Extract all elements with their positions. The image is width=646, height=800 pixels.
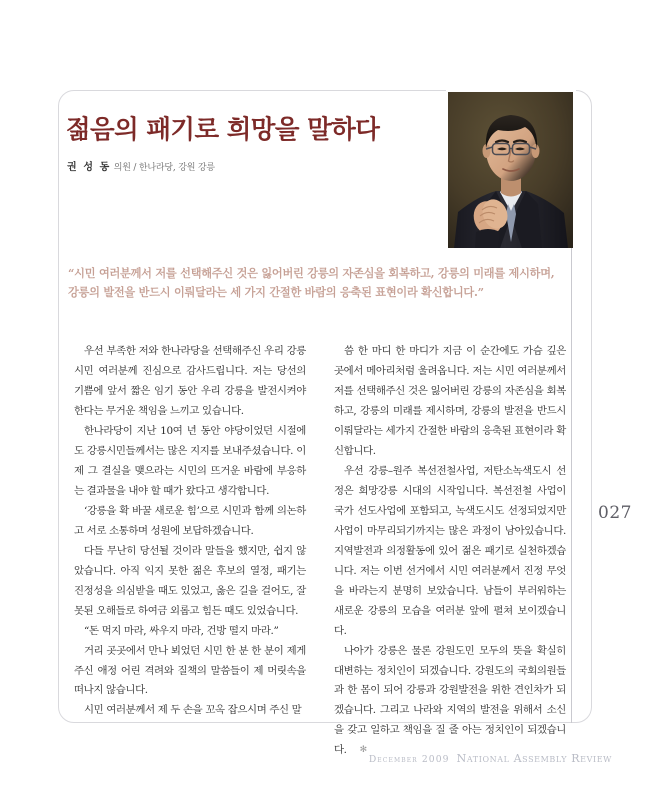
body-column-left <box>74 342 306 721</box>
footer-publication-name: National Assembly Review <box>456 752 612 765</box>
body-paragraph: “돈 먹지 마라, 싸우지 마라, 건방 떨지 마라.” <box>84 624 279 637</box>
page-number: 027 <box>598 503 632 523</box>
body-paragraph: 우선 부족한 저와 한나라당을 선택해주신 우리 강릉시민 여러분께 진심으로 감사드립니다. 저는 당선의 기쁨에 앞서 짧은 임기 동안 우리 강릉을 발전시켜야 한다는 무거운 책임을 느끼고 있습니다. <box>74 345 306 417</box>
body-paragraph-final-text: 나아가 강릉은 물론 강원도민 모두의 뜻을 확실히 대변하는 정치인이 되겠습니다. 강원도의 국회의원들과 한 몸이 되어 강릉과 강원발전을 위한 견인차가 되겠습니다. 그리고 나라와 지역의 발전을 위해서 소신을 갖고 일하고 책임을 질 줄 아는 정치인이 되겠습니다. <box>334 644 566 757</box>
body-paragraph: 거리 곳곳에서 만나 뵈었던 시민 한 분 한 분이 제게 주신 애정 어린 격려와 질책의 말씀들이 제 머릿속을 떠나지 않습니다. <box>74 644 306 697</box>
right-margin-rule <box>571 248 572 723</box>
body-paragraph: ‘강릉을 확 바꿀 새로운 힘’으로 시민과 함께 의논하고 서로 소통하며 성원에 보답하겠습니다. <box>74 504 306 537</box>
body-paragraph: 시민 여러분께서 제 두 손을 꼬옥 잡으시며 주신 말 <box>84 704 302 717</box>
body-paragraph: 다들 무난히 당선될 것이라 말들을 했지만, 쉽지 않았습니다. 아직 익지 못한 젊은 후보의 열정, 패기는 진정성을 의심받을 때도 있었고, 옳은 길을 걸어도, 잘못된 오해들로 하여금 외롭고 힘든 때도 있었습니다. <box>74 544 306 617</box>
pull-quote <box>68 264 580 303</box>
article-body <box>74 342 566 757</box>
author-portrait-photo <box>448 92 573 248</box>
body-paragraph: 우선 강릉–원주 복선전철사업, 저탄소녹색도시 선정은 희망강릉 시대의 시작입니다. 복선전철 사업이 국가 선도사업에 포함되고, 녹색도시도 선정되었지만 사업이 마무리되기까지는 많은 과정이 남아있습니다. 지역발전과 의정활동에 있어 젊은 패기로 실천하겠습니다. 저는 이번 선거에서 시민 여러분께서 진정 무엇을 바라는지 분명히 보았습니다. 남들이 부러워하는 새로운 강릉의 모습을 여러분 앞에 펼쳐 보이겠습니다. <box>334 464 566 637</box>
body-paragraph: 한나라당이 지난 10여 년 동안 야당이었던 시절에도 강릉시민들께서는 많은 지지를 보내주셨습니다. 이제 그 결실을 맺으라는 시민의 뜨거운 바람에 부응하는 결과물을 내야 할 때가 왔다고 생각합니다. <box>74 424 306 497</box>
body-paragraph: 씀 한 마디 한 마디가 지금 이 순간에도 가슴 깊은 곳에서 메아리처럼 울려옵니다. 저는 시민 여러분께서 저를 선택해주신 것은 잃어버린 강릉의 자존심을 회복하고, 강릉의 미래를 제시하며, 강릉의 발전을 반드시 이뤄달라는 세가지 간절한 바람의 응축된 표현이라 확신합니다. <box>334 345 566 457</box>
byline-author-name: 권 성 동 <box>67 162 111 173</box>
page-footer <box>0 752 612 765</box>
footer-issue-date: December 2009 <box>368 754 450 765</box>
pull-quote-line-2: 강릉의 발전을 반드시 이뤄달라는 세 가지 간절한 바람의 응축된 표현이라 확신합니다.” <box>68 285 484 300</box>
byline-author-role: 의원 / 한나라당, 강원 강릉 <box>113 163 215 173</box>
byline <box>67 158 447 173</box>
body-column-right <box>334 342 566 761</box>
page-title: 젊음의 패기로 희망을 말하다 <box>66 115 380 145</box>
end-of-article-mark: ✻ <box>359 745 367 756</box>
pull-quote-line-1: “시민 여러분께서 저를 선택해주신 것은 잃어버린 강릉의 자존심을 회복하고, 강릉의 미래를 제시하며, <box>68 266 555 280</box>
body-paragraph-final <box>334 642 566 762</box>
